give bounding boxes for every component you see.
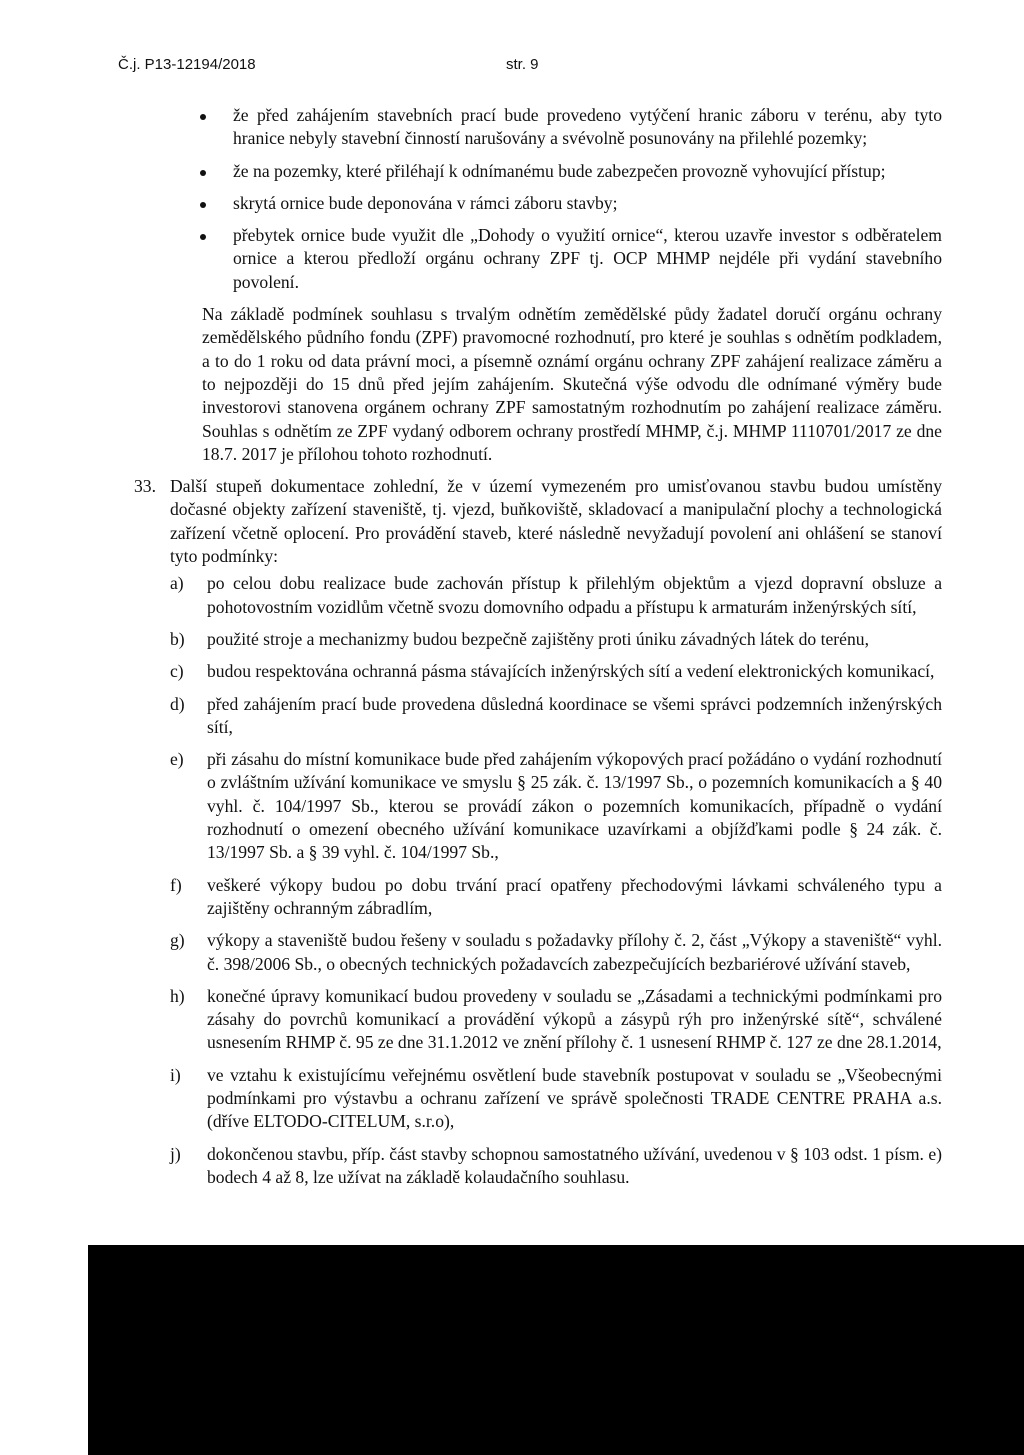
condition-item [170,929,942,976]
bullet-icon [200,114,206,120]
condition-text: ve vztahu k existujícímu veřejnému osvětlení bude stavebník postupovat v souladu se „Všeobecnými podmínkami pro výstavbu a ochranu zařízení ve správě společnosti TRADE CENTRE PRAHA a.s. (dříve ELTODO-CITELUM, s.r.o), [207,1064,942,1132]
condition-item [170,748,942,864]
condition-item [170,1064,942,1134]
section-number: 33. [134,476,156,497]
condition-text: před zahájením prací bude provedena důsledná koordinace se všemi správci podzemních inženýrských sítí, [207,693,942,737]
condition-text: budou respektována ochranná pásma stávajících inženýrských sítí a vedení elektronických komunikací, [207,661,935,682]
condition-letter: d) [170,693,185,714]
bullet-item [166,224,942,294]
condition-item [170,985,942,1055]
consent-paragraph: Na základě podmínek souhlasu s trvalým odnětím zemědělské půdy žadatel doručí orgánu ochrany zemědělského půdního fondu (ZPF) pravomocné rozhodnutí, pro které je souhlas s odnětím podkladem, a to do 1 roku od data právní moci, a písemně oznámí orgánu ochrany ZPF zahájení realizace záměru a to nejpozději do 15 dnů před jejím zahájením. Skutečná výše odvodu dle odnímané výměry bude investorovi stanovena orgánem ochrany ZPF samostatným rozhodnutím po zahájení realizace záměru. Souhlas s odnětím ze ZPF vydaný odborem ochrany prostředí MHMP, č.j. MHMP 1110701/2017 ze dne 18.7. 2017 je přílohou tohoto rozhodnutí. [202,304,942,464]
condition-letter: c) [170,661,184,682]
condition-text: veškeré výkopy budou po dobu trvání prací opatřeny přechodovými lávkami schváleného typu a zajištěny ochranným zábradlím, [207,874,942,918]
condition-letter: b) [170,628,185,649]
page-header [118,56,906,80]
condition-item [170,693,942,740]
bullet-text: skrytá ornice bude deponována v rámci záboru stavby; [233,192,618,213]
condition-item [170,628,942,651]
reference-number: Č.j. P13-12194/2018 [118,56,256,73]
bullet-icon [200,170,206,176]
condition-letter: h) [170,985,185,1006]
document-body [134,104,942,1198]
page-number: str. 9 [506,56,539,73]
condition-text: dokončenou stavbu, příp. část stavby schopnou samostatného užívání, uvedenou v § 103 odst. 1 písm. e) bodech 4 až 8, lze užívat na základě kolaudačního souhlasu. [207,1143,942,1187]
bullet-list [166,104,942,294]
section-intro: Další stupeň dokumentace zohlední, že v území vymezeném pro umisťovanou stavbu budou umístěny dočasné objekty zařízení staveniště, tj. vjezd, buňkoviště, skladovací a manipulační plochy a technologická zařízení včetně oplocení. Pro provádění staveb, které následně nevyžadují povolení ani ohlášení se stanoví tyto podmínky: [170,476,942,567]
condition-item [170,572,942,619]
condition-text: výkopy a staveniště budou řešeny v souladu s požadavky přílohy č. 2, část „Výkopy a staveniště“ vyhl. č. 398/2006 Sb., o obecných technických požadavcích zabezpečujících bezbariérové užívání staveb, [207,930,942,974]
condition-letter: g) [170,930,185,951]
bullet-text: že před zahájením stavebních prací bude provedeno vytýčení hranic záboru v terénu, aby tyto hranice nebyly stavební činností narušovány a svévolně posunovány na přilehlé pozemky; [233,105,942,149]
bullet-item [166,160,942,183]
condition-item [170,874,942,921]
condition-item [170,1143,942,1190]
condition-letter: i) [170,1064,181,1085]
bullet-icon [200,202,206,208]
condition-text: použité stroje a mechanizmy budou bezpečně zajištěny proti úniku závadných látek do terénu, [207,628,869,649]
condition-letter: j) [170,1143,181,1164]
condition-letter: a) [170,573,184,594]
redaction-block [88,1245,1024,1455]
condition-item [170,660,942,683]
condition-letter: e) [170,749,184,770]
condition-text: konečné úpravy komunikací budou provedeny v souladu se „Zásadami a technickými podmínkami pro zásahy do povrchů komunikací a provádění výkopů a zásypů rýh pro inženýrské sítě“, schválené usnesením RHMP č. 95 ze dne 31.1.2012 ve znění přílohy č. 1 usnesení RHMP č. 127 ze dne 28.1.2014, [207,985,942,1053]
bullet-icon [200,234,206,240]
condition-letter: f) [170,874,182,895]
bullet-item [166,104,942,151]
condition-text: při zásahu do místní komunikace bude před zahájením výkopových prací požádáno o vydání rozhodnutí o zvláštním užívání komunikace ve smyslu § 25 zák. č. 13/1997 Sb., o pozemních komunikacích a § 40 vyhl. č. 104/1997 Sb., kterou se provádí zákon o pozemních komunikacích, případně o vydání rozhodnutí o omezení obecného užívání komunikace uzavírkami a objížďkami podle § 24 zák. č. 13/1997 Sb. a § 39 vyhl. č. 104/1997 Sb., [207,749,942,863]
condition-text: po celou dobu realizace bude zachován přístup k přilehlým objektům a vjezd dopravní obsluze a pohotovostním vozidlům včetně svozu domovního odpadu a přístupu k armaturám inženýrských sítí, [207,573,942,617]
condition-list [170,572,942,1189]
section-33 [134,475,942,1189]
bullet-text: že na pozemky, které přiléhají k odnímanému bude zabezpečen provozně vyhovující přístup; [233,160,886,181]
bullet-text: přebytek ornice bude využit dle „Dohody o využití ornice“, kterou uzavře investor s odběratelem ornice a kterou předloží orgánu ochrany ZPF tj. OCP MHMP nejdéle při vydání stavebního povolení. [233,225,942,292]
bullet-item [166,192,942,215]
